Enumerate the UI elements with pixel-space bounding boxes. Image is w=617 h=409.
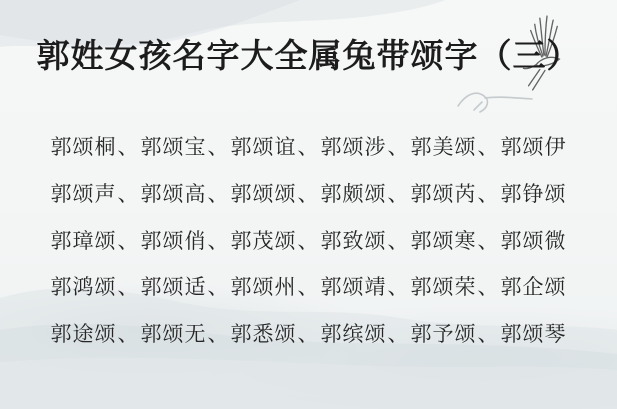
name-separator: 、	[207, 181, 230, 206]
name-separator: 、	[207, 275, 230, 300]
name-separator: 、	[477, 275, 500, 300]
name-separator: 、	[477, 228, 500, 253]
name-separator: 、	[387, 228, 410, 253]
name-item: 郭予颂	[410, 322, 477, 347]
name-item: 郭颂微	[500, 228, 567, 253]
name-separator: 、	[117, 135, 140, 159]
name-item: 郭颂宝	[140, 135, 207, 159]
name-row-4	[0, 264, 617, 311]
name-item: 郭企颂	[500, 275, 567, 300]
flying-bird-icon	[452, 86, 536, 118]
name-separator: 、	[297, 181, 320, 206]
name-separator: 、	[117, 228, 140, 253]
name-item: 郭颂高	[140, 181, 207, 206]
name-item: 郭颂声	[50, 181, 117, 206]
name-item: 郭美颂	[410, 135, 477, 159]
name-separator: 、	[207, 135, 230, 159]
name-separator: 、	[297, 275, 320, 300]
name-separator: 、	[387, 322, 410, 347]
name-separator: 、	[207, 228, 230, 253]
name-separator: 、	[117, 322, 140, 347]
name-item: 郭颂涉	[320, 135, 387, 159]
name-item: 郭致颂	[320, 228, 387, 253]
name-item: 郭颂琴	[500, 322, 567, 347]
name-item: 郭颂桐	[50, 135, 117, 159]
name-separator: 、	[387, 135, 410, 159]
name-item: 郭颂无	[140, 322, 207, 347]
name-separator: 、	[477, 135, 500, 159]
name-list	[0, 124, 617, 358]
name-separator: 、	[117, 275, 140, 300]
name-item: 郭颂荣	[410, 275, 477, 300]
name-row-2	[0, 171, 617, 218]
name-separator: 、	[207, 322, 230, 347]
name-row-5	[0, 311, 617, 358]
name-item: 郭途颂	[50, 322, 117, 347]
name-separator: 、	[117, 181, 140, 206]
name-item: 郭璋颂	[50, 228, 117, 253]
name-item: 郭颂伊	[500, 135, 567, 159]
name-row-1	[0, 124, 617, 171]
name-item: 郭颂谊	[230, 135, 297, 159]
name-separator: 、	[387, 181, 410, 206]
name-separator: 、	[477, 322, 500, 347]
name-row-3	[0, 218, 617, 265]
name-item: 郭颂芮	[410, 181, 477, 206]
name-separator: 、	[477, 181, 500, 206]
name-item: 郭颂州	[230, 275, 297, 300]
name-item: 郭颂靖	[320, 275, 387, 300]
name-item: 郭颂适	[140, 275, 207, 300]
name-item: 郭颇颂	[320, 181, 387, 206]
name-item: 郭颂颂	[230, 181, 297, 206]
name-separator: 、	[387, 275, 410, 300]
name-item: 郭铮颂	[500, 181, 567, 206]
name-item: 郭鸿颂	[50, 275, 117, 300]
name-item: 郭缤颂	[320, 322, 387, 347]
name-separator: 、	[297, 135, 320, 159]
name-separator: 、	[297, 228, 320, 253]
name-item: 郭颂寒	[410, 228, 477, 253]
name-separator: 、	[297, 322, 320, 347]
name-item: 郭颂俏	[140, 228, 207, 253]
name-item: 郭悉颂	[230, 322, 297, 347]
page-title: 郭姓女孩名字大全属兔带颂字（三）	[36, 36, 581, 75]
name-item: 郭茂颂	[230, 228, 297, 253]
